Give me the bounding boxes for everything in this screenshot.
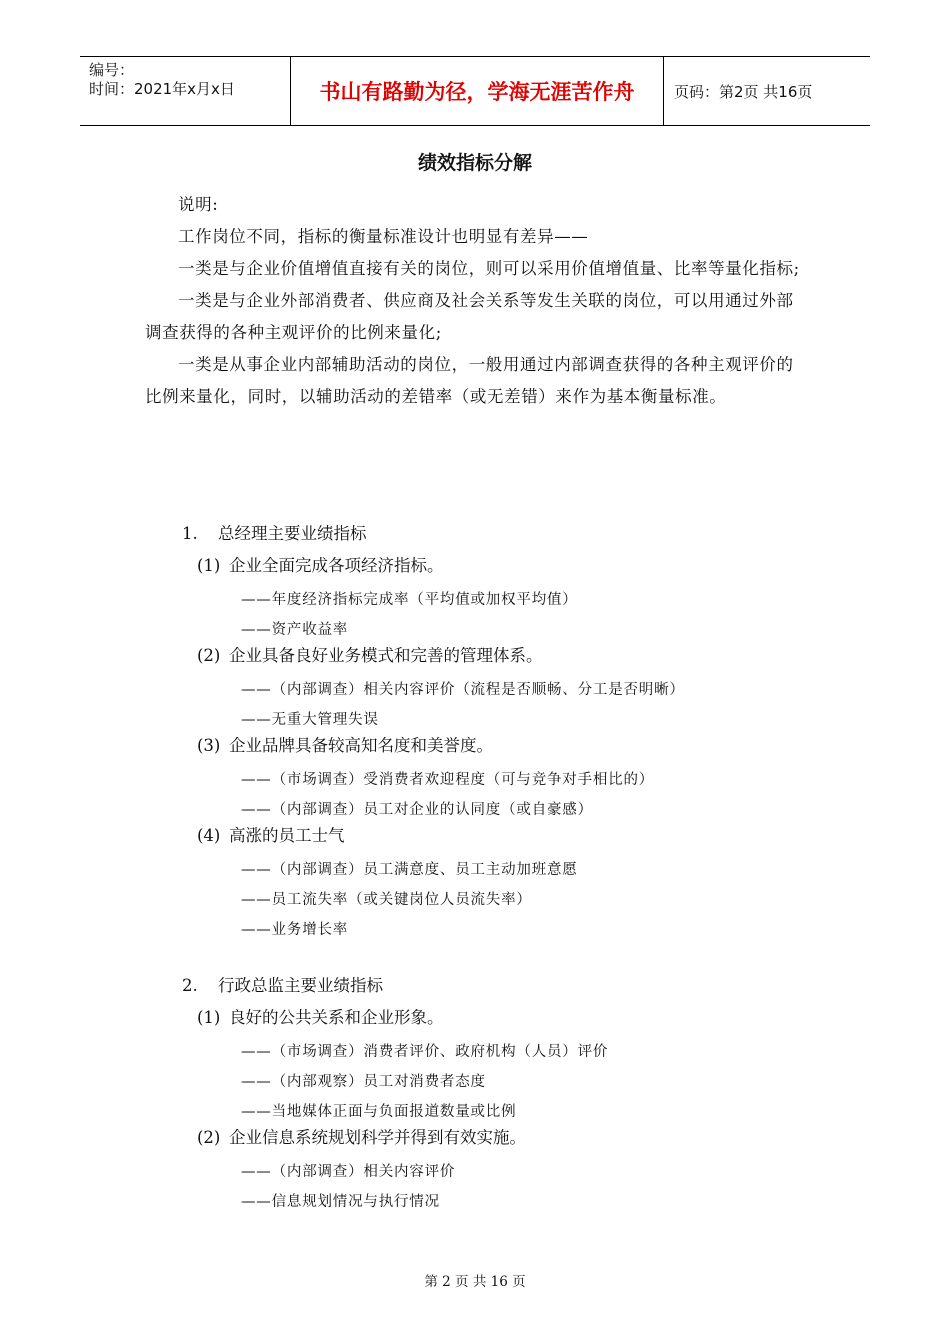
sub-indicator: ——（内部调查）员工满意度、员工主动加班意愿 xyxy=(241,862,578,878)
sub-indicator: ——（市场调查）消费者评价、政府机构（人员）评价 xyxy=(241,1044,609,1060)
header-motto: 书山有路勤为径，学海无涯苦作舟 xyxy=(291,57,664,125)
section-heading: 行政总监主要业绩指标 xyxy=(218,976,383,995)
item-number: (2) xyxy=(197,646,221,665)
item-number: (4) xyxy=(197,826,221,845)
sub-indicator: ——（内部调查）员工对企业的认同度（或自豪感） xyxy=(241,802,593,818)
time-label: 时间：2021年x月x日 xyxy=(89,80,235,98)
document-title: 绩效指标分解 xyxy=(417,152,532,174)
sub-indicator: ——年度经济指标完成率（平均值或加权平均值） xyxy=(241,592,578,608)
section-number: 2. xyxy=(182,976,198,995)
sub-indicator: ——信息规划情况与执行情况 xyxy=(241,1194,440,1210)
intro-block xyxy=(145,189,807,413)
item-text: 企业全面完成各项经济指标。 xyxy=(229,556,444,575)
sub-indicator: ——（内部调查）相关内容评价 xyxy=(241,1164,456,1180)
intro-paragraph: 一类是从事企业内部辅助活动的岗位，一般用通过内部调查获得的各种主观评价的比例来量化，同时，以辅助活动的差错率（或无差错）来作为基本衡量标准。 xyxy=(145,355,794,406)
sub-indicator: ——（内部调查）相关内容评价（流程是否顺畅、分工是否明晰） xyxy=(241,682,685,698)
section-heading: 总经理主要业绩指标 xyxy=(218,524,367,543)
page-header xyxy=(80,56,870,126)
page-footer: 第 2 页 共 16 页 xyxy=(424,1274,526,1290)
section-title xyxy=(182,520,367,544)
item-number: (1) xyxy=(197,556,221,575)
sub-indicator: ——员工流失率（或关键岗位人员流失率） xyxy=(241,892,532,908)
header-meta xyxy=(80,57,291,125)
list-item xyxy=(197,642,543,666)
sub-indicator: ——无重大管理失误 xyxy=(241,712,379,728)
item-number: (2) xyxy=(197,1128,221,1147)
item-text: 企业信息系统规划科学并得到有效实施。 xyxy=(229,1128,526,1147)
header-page-info: 页码：第2页 共16页 xyxy=(674,82,813,101)
item-number: (1) xyxy=(197,1008,221,1027)
list-item xyxy=(197,732,493,756)
item-text: 良好的公共关系和企业形象。 xyxy=(229,1008,444,1027)
sub-indicator: ——资产收益率 xyxy=(241,622,349,638)
section-number: 1. xyxy=(182,524,198,543)
intro-paragraph: 一类是与企业价值增值直接有关的岗位，则可以采用价值增值量、比率等量化指标; xyxy=(178,259,800,278)
list-item xyxy=(197,552,444,576)
sub-indicator: ——业务增长率 xyxy=(241,922,349,938)
list-item xyxy=(197,1004,444,1028)
intro-paragraph: 说明: xyxy=(178,195,219,214)
item-text: 企业品牌具备较高知名度和美誉度。 xyxy=(229,736,493,755)
intro-paragraph: 一类是与企业外部消费者、供应商及社会关系等发生关联的岗位，可以用通过外部调查获得的各种主观评价的比例来量化; xyxy=(145,291,794,342)
item-text: 企业具备良好业务模式和完善的管理体系。 xyxy=(229,646,543,665)
intro-paragraph: 工作岗位不同，指标的衡量标准设计也明显有差异—— xyxy=(178,227,589,246)
item-number: (3) xyxy=(197,736,221,755)
sub-indicator: ——（内部观察）员工对消费者态度 xyxy=(241,1074,486,1090)
serial-label: 编号： xyxy=(89,61,135,79)
list-item xyxy=(197,1124,526,1148)
section-title xyxy=(182,972,383,996)
item-text: 高涨的员工士气 xyxy=(229,826,345,845)
sub-indicator: ——（市场调查）受消费者欢迎程度（可与竞争对手相比的） xyxy=(241,772,655,788)
list-item xyxy=(197,822,345,846)
sub-indicator: ——当地媒体正面与负面报道数量或比例 xyxy=(241,1104,517,1120)
